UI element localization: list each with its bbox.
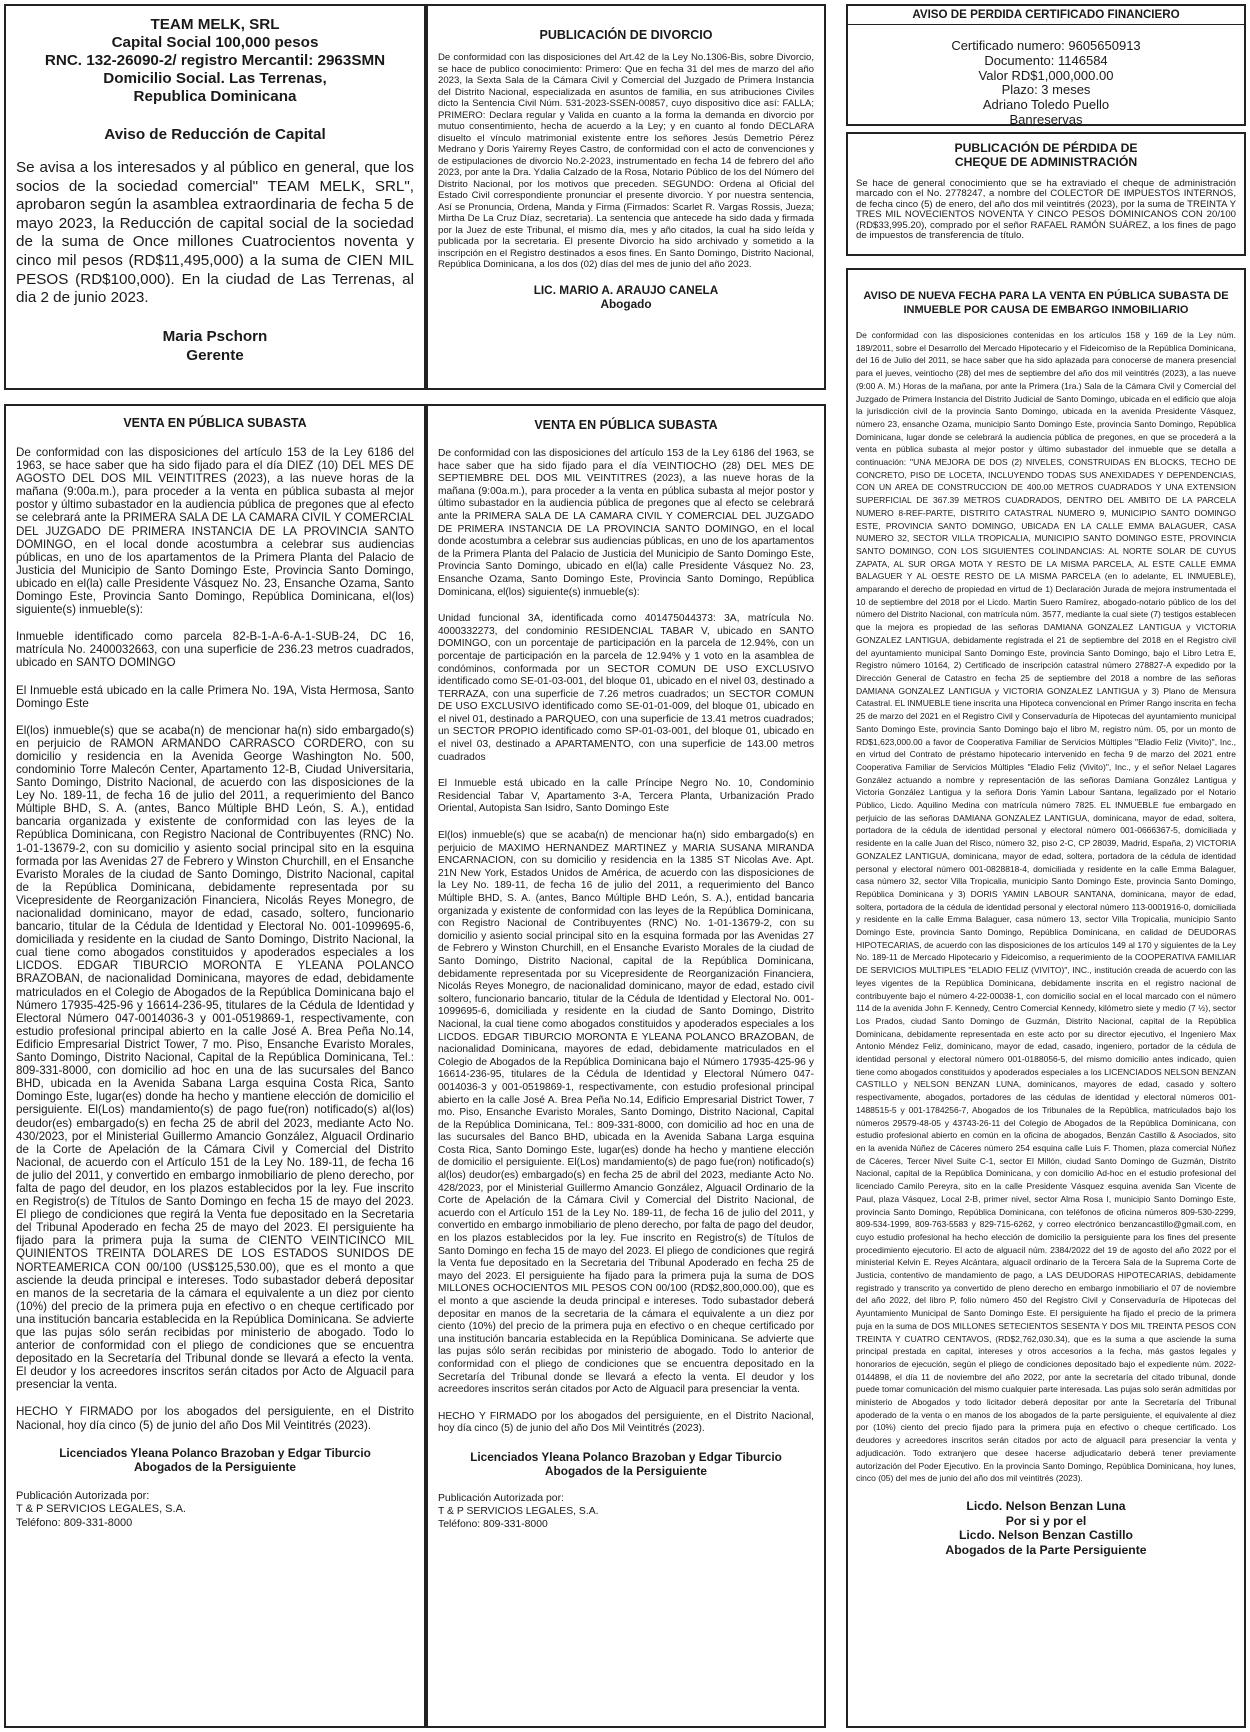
divorce-body: De conformidad con las disposiciones del Art.42 de la Ley No.1306-Bis, sobre Divorcio, se hace de publico conocimiento: Primero: Que en fecha 31 del mes de marzo del año 2023, la Sexta Sala de la Cámara Civil y Comercial del Juzgado de Primera Instancia del Distrito Nacional, especializada en asuntos de familia, en sus atribuciones Civiles dicto la Sentencia Civil Núm. 531-2023-SSEN-00857, cuyo dispositivo dice así: FALLA; PRIMERO: Declara regular y Valida en cuanto a la forma la demanda en divorcio por mutuo consentimiento, hecha de acuerdo a la Ley; y en cuanto al fondo DECLARA disuelto el vínculo matrimonial existente entre los señores Jesús Demetrio Pérez Medrano y Doris Yairemy Reyes Castro, de conformidad con el acto de convenciones y de estipulaciones de divorcio No.2-2023, instrumentado en fecha 14 de febrero del año 2023, por ante la Dra. Ydalia Calzado de la Rosa, Notario Público de los del Número del Distrito Nacional, por los motivos que preceden. SEGUNDO: Ordena al Oficial del Estado Civil correspondiente pronunciar el presente divorcio. Y por nuestra sentencia, Así se Pronuncia, Ordena, Manda y Firma (Firmados: Scarlet R. Vargas Rossis, Jueza; Mirtha De La Cruz Díaz, secretaria). La sentencia que antecede ha sido dada y firmada por la Juez de este Tribunal, el mismo día, mes y año citados, la cual ha sido leída y publicada por la secretaria. El presente Divorcio ha sido archivado y sometido a la inscripción en el Registro destinados a esos fines. En Santo Domingo, Distrito Nacional, República Dominicana, a los dos (02) días del mes de junio del año 2023. — [438, 52, 814, 270]
certificate-line: Certificado numero: 9605650913 — [951, 38, 1141, 53]
signer-line: Por si y por el — [1005, 1513, 1087, 1528]
heading-line: RNC. 132-26090-2/ registro Mercantil: 2963SMN — [44, 52, 386, 69]
auction-paragraph: Unidad funcional 3A, identificada como 401475044373: 3A, matrícula No. 4000332273, del condominio RESIDENCIAL TABAR V, ubicado en SANTO DOMINGO, con un porcentaje de participación en la parcela de 12.94%, con un porcentaje de participación en la parcela de 12.94% y 1 voto en la asamblea de condóminos, conformada por un SECTOR COMUN DE USO EXCLUSIVO identificado como SE-01-03-001, del bloque 01, ubicado en el nivel 03, destinado a TERRAZA, con una superficie de 7.26 metros cuadrados; un SECTOR COMUN DE USO EXCLUSIVO identificado como SE-01-01-009, del bloque 01, ubicado en el nivel 01, destinado a PARQUEO, con una superficie de 13.41 metros cuadrados; un SECTOR PROPIO identificado como SP-01-03-001, del bloque 01, ubicado en el nivel 03, destinado a APARTAMENTO, con una superficie de 143.00 metros cuadrados — [438, 613, 814, 763]
divorce-notice — [426, 4, 826, 390]
signer-name: Maria Pschorn — [162, 327, 268, 345]
certificate-line: Plazo: 3 meses — [1001, 82, 1091, 98]
auction-notice-2 — [426, 404, 826, 1728]
new-date-title — [856, 290, 1236, 317]
certificate-line: Documento: 1146584 — [984, 52, 1108, 68]
auction-notice-1 — [4, 404, 426, 1728]
auction-title: VENTA EN PÚBLICA SUBASTA — [534, 418, 718, 432]
auction-signers — [16, 1446, 414, 1474]
auction-paragraph: El Inmueble está ubicado en la calle Primera No. 19A, Vista Hermosa, Santo Domingo Este — [16, 683, 414, 710]
auction-paragraph: HECHO Y FIRMADO por los abogados del persiguiente, en el Distrito Nacional, hoy día cinco (5) de junio del año Dos Mil Veintitrés (2023). — [438, 1410, 814, 1435]
signer-line: Licdo. Nelson Benzan Luna — [966, 1498, 1126, 1513]
new-auction-date-notice — [846, 268, 1246, 1728]
cheque-body: Se hace de general conocimiento que se ha extraviado el cheque de administración marcado con el No. 2778247, a nombre del COLECTOR DE IMPUESTOS INTERNOS, de fecha cinco (5) de enero, del año dos mil veintitrés (2023), por la suma de TREINTA Y TRES MIL NOVECIENTOS NOVENTA Y CINCO PESOS DOMINICANOS CON 20/100 (RD$33,995.20), comprado por el señor RAFAEL RAMÓN SUÁREZ, a los fines de pago de impuestos de transferencia de título. — [856, 178, 1236, 242]
footer-line: T & P SERVICIOS LEGALES, S.A. — [438, 1505, 599, 1517]
certificate-title: AVISO DE PERDIDA CERTIFICADO FINANCIERO — [848, 6, 1244, 25]
auction-paragraph: El(los) inmueble(s) que se acaba(n) de mencionar ha(n) sido embargado(s) en perjuicio de RAMON ARMANDO CARRASCO CORDERO, con su domicilio y residencia en la Avenida George Washington No. 500, condominio Torre Malecón Center, Apartamento 12-B, Ciudad Universitaria, Santo Domingo, Distrito Nacional, de acuerdo con las disposiciones de la Ley No. 189-11, de fecha 16 de julio del 2011, a requerimiento del Banco Múltiple BHD, S. A. (antes, Banco Múltiple BHD León, S. A.), entidad bancaria organizada y existente de conformidad con las leyes de la República Dominicana, con Registro Nacional de Contribuyentes (RNC) No. 1-01-13679-2, con su domicilio y asiento social principal sito en la esquina formada por las Avenidas 27 de Febrero y Winston Churchill, en el Ensanche Evaristo Morales de la ciudad de Santo Domingo, Distrito Nacional, capital de la República Dominicana, debidamente representada por su Vicepresidente de Reorganización Financiera, Nicolás Reyes Monegro, de nacionalidad dominicano, mayor de edad, casado, soltero, funcionario bancario, titular de la Cédula de Identidad y Electoral No. 001-1099695-6, domiciliada y residente en la ciudad de Santo Domingo, Distrito Nacional, la cual tiene como abogados constituidos y apoderados especiales a los LICDOS. EDGAR TIBURCIO MORONTA E YLEANA POLANCO BRAZOBAN, de nacionalidad Dominicana, mayores de edad, debidamente matriculados en el Colegio de Abogados de la República Dominicana bajo el Número 17935-425-96 y 16614-236-95, titulares de la Cédula de Identidad y Electoral Número 047-0014036-3 y 001-0519869-1, respectivamente, con estudio profesional principal abierto en la calle José A. Brea Peña No.14, Edificio Empresarial District Tower, 7 mo. Piso, Ensanche Evaristo Morales, Santo Domingo, Distrito Nacional, Capital de la República Dominicana, Tel.: 809-331-8000, con domicilio ad hoc en una de las sucursales del Banco BHD, ubicada en la Avenida Sabana Larga esquina Costa Rica, Santo Domingo Este, lugar(es) donde ha hecho y mantiene elección de domicilio el persiguiente. El(Los) mandamiento(s) de pago fue(ron) notificado(s) al(los) deudor(es) embargado(s) en fecha 25 de abril del 2023, mediante Acto No. 430/2023, por el Ministerial Guillermo Amancio González, Alguacil Ordinario de la Corte de Apelación de la Cámara Civil y Comercial del Distrito Nacional, de acuerdo con el Artículo 151 de la Ley No. 189-11, de fecha 16 de julio del 2011, y convertido en embargo inmobiliario de pleno derecho, por falta de pago del deudor, en los plazos establecidos por la ley. Fue inscrito en Registro(s) de Títulos de Santo Domingo en fecha 15 de mayo del 2023. El pliego de condiciones que regirá la Venta fue depositado en la Secretaria del Tribunal Apoderado en fecha 25 de mayo del 2023. El persiguiente ha fijado para la primera puja la suma de CIENTO VEINTICINCO MIL QUINIENTOS TREINTA DOLARES DE LOS ESTADOS SUNIDOS DE NORTEAMERICA CON 00/100 (US$125,530.00), que es el monto a que asciende la deuda principal e intereses. Todo subastador deberá depositar en manos de la secretaria de la cámara el equivalente a un diez por ciento (10%) del precio de la primera puja en efectivo o en cheque certificado por una institución bancaria establecida en la República Dominicana. Se advierte que las pujas sólo serán recibidas por ministerio de abogado. Todo lo anterior de conformidad con el pliego de condiciones que se encuentra depositado en la Secretaría del Tribunal donde se llevará a efecto la venta. El deudor y los acreedores inscritos serán citados por Acto de Alguacil para presenciar la venta. — [16, 723, 414, 1392]
signer-line: Licenciados Yleana Polanco Brazoban y Edgar Tiburcio — [470, 1449, 782, 1464]
certificate-details — [848, 39, 1244, 126]
auction-paragraph: Inmueble identificado como parcela 82-B-1-A-6-A-1-SUB-24, DC 16, matrícula No. 2400032663, con una superficie de 236.23 metros cuadrados, ubicado en SANTO DOMINGO — [16, 630, 414, 670]
new-date-body: De conformidad con las disposiciones contenidas en los artículos 158 y 169 de la Ley núm. 189/2011, sobre el Desarrollo del Mercado Hipotecario y el Fideicomiso de la República Dominicana, del 16 de Julio del 2011, se hace saber que ha sido aplazada para conocerse de manera presencial para el jueves, veintiocho (28) del mes de septiembre del año dos mil veintitrés (2023), a las nueve (9:00 A. M.) Horas de la mañana, por ante la Primera (1ra.) Sala de la Cámara Civil y Comercial del Juzgado de Primera Instancia del Distrito Judicial de Santo Domingo, ubicada en el edificio que aloja la jurisdicción civil de la provincia Santo Domingo, ubicada en la avenida Presidente Vásquez, número 23, ensanche Ozama, municipio Santo Domingo Este, provincia Santo Domingo, República Dominicana, lugar donde se celebrará la audiencia pública de pregones, en que se procederá a la venta en pública subasta al mejor postor y último subastador del inmueble que se detalla a continuación: "UNA MEJORA DE DOS (2) NIVELES, CONSTRUIDAS EN BLOCKS, TECHO DE CONCRETO, PISO DE LOCETA, INCLUYENDO TODAS SUS ANEXIDADES Y DEPENDENCIAS, CON UN AREA DE CONSTRUCCION DE 400.00 METROS CUADRADOS Y UNA EXTENSION SUPERFICIAL DE 367.39 METROS CUADRADOS, DENTRO DEL AMBITO DE LA PARCELA NUMERO 8-REF-PARTE, DISTRITO CATASTRAL NUMERO 9, MUNICIPIO SANTO DOMINGO ESTE, PROVINCIA SANTO DOMINGO, UBICADA EN LA CALLE EMMA BALAGUER, CASA NUMERO 32, SECTOR VILLA TROPICALIA, MUNICIPIO SANTO DOMINGO ESTE, PROVINCIA SANTO DOMINGO, CON LOS SIGUIENTES COLINDANCIAS: AL NORTE SOLAR DE CUYUS ZAPATA, AL SUR ORGA MOTA Y RESTO DE LA MISMA PARCELA, AL ESTE CALLE EMMA BALAGUER Y AL OESTE RESTO DE LA MISMA PARCELA (en lo adelante, EL INMUEBLE), amparando el derecho de propiedad en virtud de 1) Declaración Jurada de mejora instrumentada el 10 de septiembre del 2018 por el Licdo. Martin Suero Ramírez, abogado-notario público de los del número del Distrito Nacional, con matrícula núm. 3577, mediante la cual siete (7) testigos establecen que la mejora es propiedad de las señoras DAMIANA GONZALEZ LANTIGUA y VICTORIA GONZALEZ LANTIGUA, debidamente registrada el 21 de septiembre del 2018 en el Registro civil del ayuntamiento municipal Santo Domingo Este, provincia Santo Domingo, bajo el Libro Letra E, Registro número 10164, 2) Certificado de inscripción catastral número 278827-A expedido por la Dirección General de Catastro en fecha 25 de septiembre del 2018 a nombre de las señoras DAMIANA GONZALEZ LANTIGUA y VICTORIA GONZALEZ LANTIGUA y 3) Plano de Mensura Catastral. EL INMUEBLE tiene inscrita una Hipoteca convencional en Primer Rango inscrita en fecha 25 de marzo del 2021 en el Registro Civil y Conservaduría de Hipotecas del ayuntamiento municipal Santo Domingo Este, provincia Santo Domingo bajo el libro M, registro núm. 05, por un monto de RD$1,623,000.00 a favor de Cooperativa Familiar de Servicios Múltiples "Eladio Feliz (Vivito)", Inc., en virtud del Contrato de préstamo hipotecario intervenido en fecha 9 de marzo del 2021 entre Cooperativa Familiar de Servicios Múltiples "Eladio Feliz (Vivito)", Inc., y el señor Nelael Lagares González actuando a nombre y representación de las señoras Damiana González Lantigua y Victoria González Lantigua y la señora Doris Yamin Labour Santana, legalizado por el Notario Público, Licdo. Aquilino Medina con matrícula número 7825. EL INMUEBLE fue embargado en perjuicio de las señoras DAMIANA GONZALEZ LANTIGUA, dominicana, mayor de edad, soltera, portadora de la cédula de identidad personal y electoral número 001-0666367-5, domiciliada y residente en la calle Juan del Risco, número 32, piso 2-C, CP 28039, Madrid, España, 2) VICTORIA GONZALEZ LANTIGUA, dominicana, mayor de edad, soltera, portadora de la cédula de identidad personal y electoral número 001-0828818-4, domiciliada y residente en la calle Emma Balaguer, casa número 32, sector Villa Tropicalia, municipio Santo Domingo Este, provincia Santo Domingo, República Dominicana y 3) DORIS YAMIN LABOUR SANTANA, dominicana, mayor de edad, soltera, portadora de la cédula de identidad personal y electoral número 113-0001916-0, domiciliada y residente en la calle Emma Balaguer, casa número 13, sector Villa Tropicalia, municipio Santo Domingo Este, provincia Santo Domingo, República Dominicana, en calidad de DEUDORAS HIPOTECARIAS, de acuerdo con las disposiciones de los artículos 149 al 170 y siguientes de la Ley No. 189-11 de Mercado Hipotecario y Fideicomiso, a requerimiento de la COOPERATIVA FAMILIAR DE SERVICIOS MULTIPLES "ELADIO FELIZ (VIVITO)", INC., institución creada de acuerdo con las leyes vigentes de la República Dominicana, debidamente inscrita en el registro nacional de contribuyente bajo el número 4-22-00038-1, con domicilio social en el local marcado con el número 114 de la avenida John F. Kennedy, Centro Comercial Kennedy, kilómetro siete y medio (7 ½), sector Los Prados, ciudad Santo Domingo de Guzmán, Distrito Nacional, capital de la República Dominicana, debidamente representada en este acto por su director ejecutivo, el Ingeniero Max Antonio Méndez Feliz, dominicano, mayor de edad, casado, ingeniero, portador de la cédula de identidad personal y electoral número 001-0188056-5, del mismo domicilio antes indicado, quien tiene como abogados constituidos y apoderados especiales a los LICENCIADOS NELSON BENZAN CASTILLO y NELSON BENZAN LUNA, dominicanos, mayores de edad, casado y soltero respectivamente, abogados, portadores de las cédulas de identidad y electoral números 001-1488515-5 y 001-1784256-7, Abogados de los Tribunales de la República, matriculados bajo los números 29579-48-05 y 43743-26-11 del Colegio de Abogados de la República Dominicana, con estudio profesional abierto en común en la oficina de abogados, Benzán Castillo & Asociados, sito en la avenida Núñez de Cáceres número 254 esquina calle Luis F. Thomen, plaza comercial Núñez de Cáceres, Tercer Nivel Suite C-1, sector El Millón, ciudad Santo Domingo de Guzmán, Distrito Nacional, capital de la República Dominicana, y con domicilio Ad-hoc en el estudio profesional del licenciado Camilo Pereyra, sito en la calle Presidente Vásquez esquina avenida San Vicente de Paul, plaza Vásquez, Local 2-B, primer nivel, sector Alma Rosa I, municipio Santo Domingo Este, provincia Santo Domingo, República Dominicana, con teléfonos de oficina números 809-530-2299, 809-534-1999, 809-763-5583 y 829-715-6262, y correo electrónico benzancastillo@gmail.com, en cuyo estudio profesional ha hecho elección de domicilio la persiguiente para los fines del presente procedimiento ejecutorio. El acto de alguacil núm. 2384/2022 del 19 de agosto del año 2022 por el ministerial Kelvin E. Reyes Alcántara, alguacil ordinario de la Tercera Sala de la Suprema Corte de Justicia, contentivo de mandamiento de pago, a LAS DEUDORAS HIPOTECARIAS, debidamente registrado y transcrito ya convertido de pleno derecho en embargo inmobiliario el 07 de noviembre del año 2022, del libro P, folio número 450 del Registro Civil y Conservaduría de Hipotecas del Ayuntamiento Municipal de Santo Domingo Este. El persiguiente ha fijado el precio de la primera puja en la suma de DOS MILLONES SETECIENTOS SESENTA Y DOS MIL TREINTA PESOS CON TREINTA Y CUATRO CENTAVOS, (RD$2,762,030.34), que es la suma a que asciende la suma principal prestada en capital, intereses y otros accesorios a la fecha, más gastos legales y honorarios de ejecución, según el pliego de condiciones depositado bajo el expediente núm. 2022-0144898, el día 11 de noviembre del año 2022, por ante la secretaría del citado tribunal, donde puede tomar comunicación del mismo cualquier parte interesada. Las pujas solo serán admitidas por ministerio de Abogados y todo licitador deberá depositar por ante la Secretaría del Tribunal apoderado de la venta o en manos de los abogados de la parte persiguiente, el equivalente al diez por (10%) ciento del precio fijado para la primera puja en efectivo o cheque certificado. Los deudores y acreedores inscritos serán citados por acto de alguacil para presenciar la venta y adjudicación. Todo extranjero que desee hacerse adjudicatario deberá tener previamente autorización del Poder Ejecutivo. En la provincia Santo Domingo, República Dominicana, hoy lunes, cinco (05) del mes de junio del año dos mil veintitrés (2023). — [856, 330, 1237, 1484]
signer-role: Gerente — [186, 346, 244, 364]
publication-footer — [438, 1492, 814, 1531]
title-line: PUBLICACIÓN DE PÉRDIDA DE — [954, 141, 1138, 155]
footer-line: Publicación Autorizada por: — [438, 1492, 564, 1504]
auction-title: VENTA EN PÚBLICA SUBASTA — [123, 416, 307, 430]
team-melk-notice — [4, 4, 426, 390]
certificate-line: Valor RD$1,000,000.00 — [978, 67, 1114, 83]
heading-line: Capital Social 100,000 pesos — [111, 34, 319, 51]
divorce-title: PUBLICACIÓN DE DIVORCIO — [539, 28, 713, 42]
title-line: INMUEBLE POR CAUSA DE EMBARGO INMOBILIARIO — [903, 303, 1189, 316]
team-melk-heading — [16, 16, 414, 106]
cheque-title — [856, 142, 1236, 169]
notice-subtitle: Aviso de Reducción de Capital — [104, 126, 326, 143]
footer-line: T & P SERVICIOS LEGALES, S.A. — [16, 1503, 186, 1516]
footer-line: Teléfono: 809-331-8000 — [16, 1516, 133, 1529]
notice-body: Se avisa a los interesados y al público en general, que los socios de la sociedad comercial" TEAM MELK, SRL", aprobaron según la asamblea extraordinaria de fecha 5 de mayo 2023, la Reducción de capital social de la sociedad de la suma de Once millones Cuatrocientos noventa y cinco mil pesos (RD$11,495,000) a la suma de CIEN MIL PESOS (RD$100,000). En la ciudad de Las Terrenas, al dia 2 de junio 2023. — [16, 159, 414, 307]
certificate-loss-notice — [846, 4, 1246, 126]
heading-line: TEAM MELK, SRL — [150, 16, 280, 33]
footer-line: Teléfono: 809-331-8000 — [438, 1518, 548, 1530]
signer-line: Abogados de la Persiguiente — [545, 1463, 707, 1478]
footer-line: Publicación Autorizada por: — [16, 1489, 150, 1502]
cheque-loss-notice — [846, 132, 1246, 256]
auction-paragraph: El(los) inmueble(s) que se acaba(n) de mencionar ha(n) sido embargado(s) en perjuicio de MAXIMO HERNANDEZ MARTINEZ y MARIA SUSANA MIRANDA ENCARNACION, con su domicilio y residencia en la 1385 ST Nicolas Ave. Apt. 21N New York, Estados Unidos de América, de acuerdo con las disposiciones de la Ley No. 189-11, de fecha 16 de julio del 2011, a requerimiento del Banco Múltiple BHD, S. A. (antes, Banco Múltiple BHD León, S. A.), entidad bancaria organizada y existente de conformidad con las leyes de la República Dominicana, con Registro Nacional de Contribuyentes (RNC) No. 1-01-13679-2, con su domicilio y asiento social principal sito en la esquina formada por las Avenidas 27 de Febrero y Winston Churchill, en el Ensanche Evaristo Morales de la ciudad de Santo Domingo, Distrito Nacional, capital de la República Dominicana, debidamente representada por su Vicepresidente de Reorganización Financiera, Nicolás Reyes Monegro, de nacionalidad dominicano, mayor de edad, estado civil soltero, funcionario bancario, titular de la Cédula de Identidad y Electoral No. 001-1099695-6, domiciliada y residente en la ciudad de Santo Domingo, Distrito Nacional, la cual tiene como abogados constituidos y apoderados especiales a los LICDOS. EDGAR TIBURCIO MORONTA E YLEANA POLANCO BRAZOBAN, de nacionalidad Dominicana, mayores de edad, debidamente matriculados en el Colegio de Abogados de la República Dominicana bajo el Número 17935-425-96 y 16614-236-95, titulares de la Cédula de Identidad y Electoral Número 047-0014036-3 y 001-0519869-1, respectivamente, con estudio profesional principal abierto en la calle José A. Brea Peña No.14, Edificio Empresarial District Tower, 7 mo. Piso, Ensanche Evaristo Morales, Santo Domingo, Distrito Nacional, Capital de la República Dominicana, Tel.: 809-331-8000, con domicilio ad hoc en una de las sucursales del Banco BHD, ubicada en la Avenida Sabana Larga esquina Costa Rica, Santo Domingo Este, lugar(es) donde ha hecho y mantiene elección de domicilio el persiguiente. El(Los) mandamiento(s) de pago fue(ron) notificado(s) al(los) deudor(es) embargado(s) en fecha 25 de abril del 2023, mediante Acto No. 428/2023, por el Ministerial Guillermo Amancio González, Alguacil Ordinario de la Corte de Apelación de la Cámara Civil y Comercial del Distrito Nacional, de acuerdo con el Artículo 151 de la Ley No. 189-11, de fecha 16 de julio del 2011, y convertido en embargo inmobiliario de pleno derecho, por falta de pago del deudor, en los plazos establecidos por la ley. Fue inscrito en Registro(s) de Títulos de Santo Domingo en fecha 15 de mayo del 2023. El pliego de condiciones que regirá la Venta fue depositado en la Secretaria del Tribunal Apoderado en fecha 25 de mayo del 2023. El persiguiente ha fijado para la primera puja la suma de DOS MILLONES OCHOCIENTOS MIL PESOS CON 00/100 (RD$2,800,000.00), que es el monto a que asciende la deuda principal e intereses. Todo subastador deberá depositar en manos de la secretaria de la cámara el equivalente a un diez por ciento (10%) del precio de la primera puja en efectivo o en cheque certificado por una institución bancaria establecida en la República Dominicana. Se advierte que las pujas sólo serán recibidas por ministerio de abogado. Todo lo anterior de conformidad con el pliego de condiciones que se encuentra depositado en la Secretaría del Tribunal donde se llevará a efecto la venta. El deudor y los acreedores inscritos serán citados por Acto de Alguacil para presenciar la venta. — [438, 830, 814, 1396]
title-line: AVISO DE NUEVA FECHA PARA LA VENTA EN PÚBLICA SUBASTA DE — [863, 290, 1229, 302]
auction-paragraph: De conformidad con las disposiciones del artículo 153 de la Ley 6186 del 1963, se hace saber que ha sido fijado para el día DIEZ (10) DEL MES DE AGOSTO DEL DOS MIL VEINTITRES (2023), a las nueve horas de la mañana (9:00a.m.), para proceder a la venta en pública subasta al mejor postor y último subastador en la audiencia pública de pregones que al efecto se celebrará ante la PRIMERA SALA DE LA CAMARA CIVIL Y COMERCIAL DEL JUZGADO DE PRIMERA INSTANCIA DE LA PROVINCIA SANTO DOMINGO, en el local donde acostumbra a celebrar sus audiencias públicas, en uno de los apartamentos de la Primera Planta del Palacio de Justicia del Municipio de Santo Domingo Este, Provincia Santo Domingo, ubicado en el(la) calle Presidente Vásquez No. 23, Ensanche Ozama, Santo Domingo Este, Provincia Santo Domingo, República Dominicana, el(los) siguiente(s) inmueble(s): — [16, 446, 414, 617]
divorce-signer — [438, 283, 814, 311]
title-line: CHEQUE DE ADMINISTRACIÓN — [954, 154, 1138, 169]
auction-paragraph: De conformidad con las disposiciones del artículo 153 de la Ley 6186 del 1963, se hace saber que ha sido fijado para el día VEINTIOCHO (28) DEL MES DE SEPTIEMBRE DEL DOS MIL VEINTITRES (2023), a las nueve horas de la mañana (9:00a.m.), para proceder a la venta en pública subasta al mejor postor y último subastador en la audiencia pública de pregones que al efecto se celebrará ante la PRIMERA SALA DE LA CAMARA CIVIL Y COMERCIAL DEL JUZGADO DE PRIMERA INSTANCIA DE LA PROVINCIA SANTO DOMINGO, en el local donde acostumbra a celebrar sus audiencias públicas, en uno de los apartamentos de la Primera Planta del Palacio de Justicia del Municipio de Santo Domingo Este, Provincia Santo Domingo, ubicado en el(la) calle Presidente Vásquez No. 23, Ensanche Ozama, Santo Domingo Este, Provincia Santo Domingo, República Dominicana, el(los) siguiente(s) inmueble(s): — [438, 448, 814, 598]
certificate-line: Banreservas — [1009, 111, 1083, 126]
auction-paragraph: HECHO Y FIRMADO por los abogados del persiguiente, en el Distrito Nacional, hoy día cinco (5) de junio del año Dos Mil Veintitrés (2023). — [16, 1405, 414, 1432]
heading-line: Republica Dominicana — [133, 88, 297, 105]
publication-footer — [16, 1490, 414, 1531]
auction-paragraph: El Inmueble está ubicado en la calle Príncipe Negro No. 10, Condominio Residencial Tabar V, Apartamento 3-A, Tercera Planta, Urbanización Prado Oriental, Autopista San Isidro, Santo Domingo Este — [438, 778, 814, 815]
auction-signers — [438, 1450, 814, 1478]
signer-line: Licenciados Yleana Polanco Brazoban y Edgar Tiburcio — [59, 1445, 371, 1460]
signer-line: Licdo. Nelson Benzan Castillo — [958, 1528, 1134, 1543]
signer-role: Abogado — [600, 296, 652, 311]
new-date-signers — [856, 1499, 1236, 1557]
signer-line: Abogados de la Parte Persiguiente — [945, 1542, 1147, 1557]
signer-name: LIC. MARIO A. ARAUJO CANELA — [533, 282, 719, 297]
signer-line: Abogados de la Persiguiente — [134, 1459, 296, 1474]
heading-line: Domicilio Social. Las Terrenas, — [103, 70, 327, 87]
certificate-line: Adriano Toledo Puello — [982, 97, 1110, 113]
